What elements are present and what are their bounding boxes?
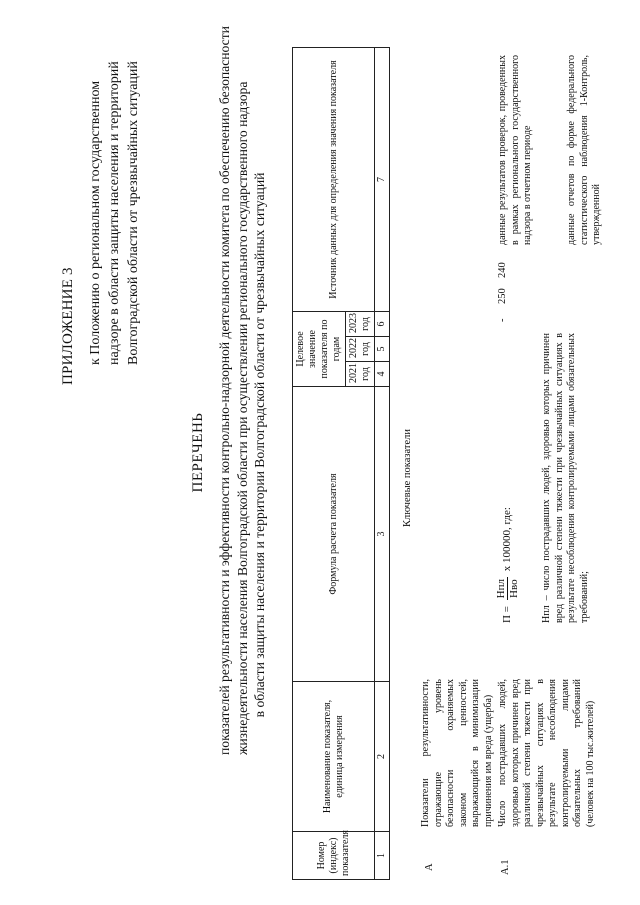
row-a1-name: Число пострадавших людей, здоровью которых причинен вред различной степени тяжести при чрезвычайных ситуациях в результате несоблюдения контролируемыми лицами обязательных требований (человек на 100 тыс.жителей) xyxy=(497,679,596,827)
formula xyxy=(495,507,520,623)
column-number: 1 xyxy=(375,832,390,880)
subtitle-line: показателей результативности и эффективности контрольно-надзорной деятельности комитета по обеспечению безопасности xyxy=(217,26,232,755)
row-a-code: А xyxy=(424,863,435,871)
row-a1-code: А.1 xyxy=(500,859,511,875)
formula-description: Нпл – число пострадавших людей, здоровью которых причинен вред различной степени тяжести при чрезвычайных ситуациях в результате несоблюдения контролируемыми лицами обязательных требований; xyxy=(541,333,590,623)
reference-line: надзоре в области защиты населения и территорий xyxy=(107,61,122,365)
formula-denominator: Нво xyxy=(508,579,520,598)
value-2021: - xyxy=(497,318,508,322)
header-year-2023: 2023 год xyxy=(346,311,375,336)
appendix-label: ПРИЛОЖЕНИЕ 3 xyxy=(60,267,76,385)
header-name: Наименование показателя, единица измерения xyxy=(293,682,375,832)
reference-line: к Положению о региональном государственном xyxy=(88,80,103,365)
formula-lhs: П = xyxy=(501,606,514,623)
value-2023: 240 xyxy=(497,262,508,278)
column-number: 3 xyxy=(375,387,390,682)
header-target: Целевое значение показателя по годам xyxy=(293,311,346,386)
column-number: 5 xyxy=(375,337,390,362)
subtitle-line: жизнедеятельности населения Волгоградской области при осуществлении регионального государственного надзора xyxy=(234,81,250,755)
column-number: 6 xyxy=(375,311,390,336)
formula-fraction xyxy=(495,577,520,600)
formula-rhs: х 100000, где: xyxy=(501,507,514,572)
header-formula: Формула расчета показателя xyxy=(293,387,375,682)
header-year-2022: 2022 год xyxy=(346,337,375,362)
section-label: Ключевые показатели xyxy=(402,428,413,527)
reference-line: Волгоградской области от чрезвычайных ситуаций xyxy=(126,61,141,365)
header-number: Номер (индекс) показателя xyxy=(293,832,375,880)
source-text-1: данные результатов проверок, проведенных в рамках регионального государственного надзора в отчетном периоде xyxy=(497,55,533,245)
document-title: ПЕРЕЧЕНЬ xyxy=(190,412,206,493)
value-2022: 250 xyxy=(497,288,508,304)
source-text-2: данные отчетов по форме федерального статистического наблюдения 1-Контроль, утвержденной xyxy=(566,55,602,245)
column-number: 7 xyxy=(375,47,390,311)
formula-numerator: Нпл xyxy=(495,579,507,599)
header-source: Источник данных для определения значения показателя xyxy=(293,47,375,311)
subtitle-line: в области защиты населения и территории Волгоградской области от чрезвычайных ситуаций xyxy=(252,172,267,718)
column-number: 2 xyxy=(375,682,390,832)
row-a-name: Показатели результативности, отражающие уровень безопасности охраняемых законом ценностей, выражающийся в минимизации причинения им вреда (ущерба) xyxy=(420,679,494,827)
header-year-2021: 2021 год xyxy=(346,362,375,387)
column-number: 4 xyxy=(375,362,390,387)
